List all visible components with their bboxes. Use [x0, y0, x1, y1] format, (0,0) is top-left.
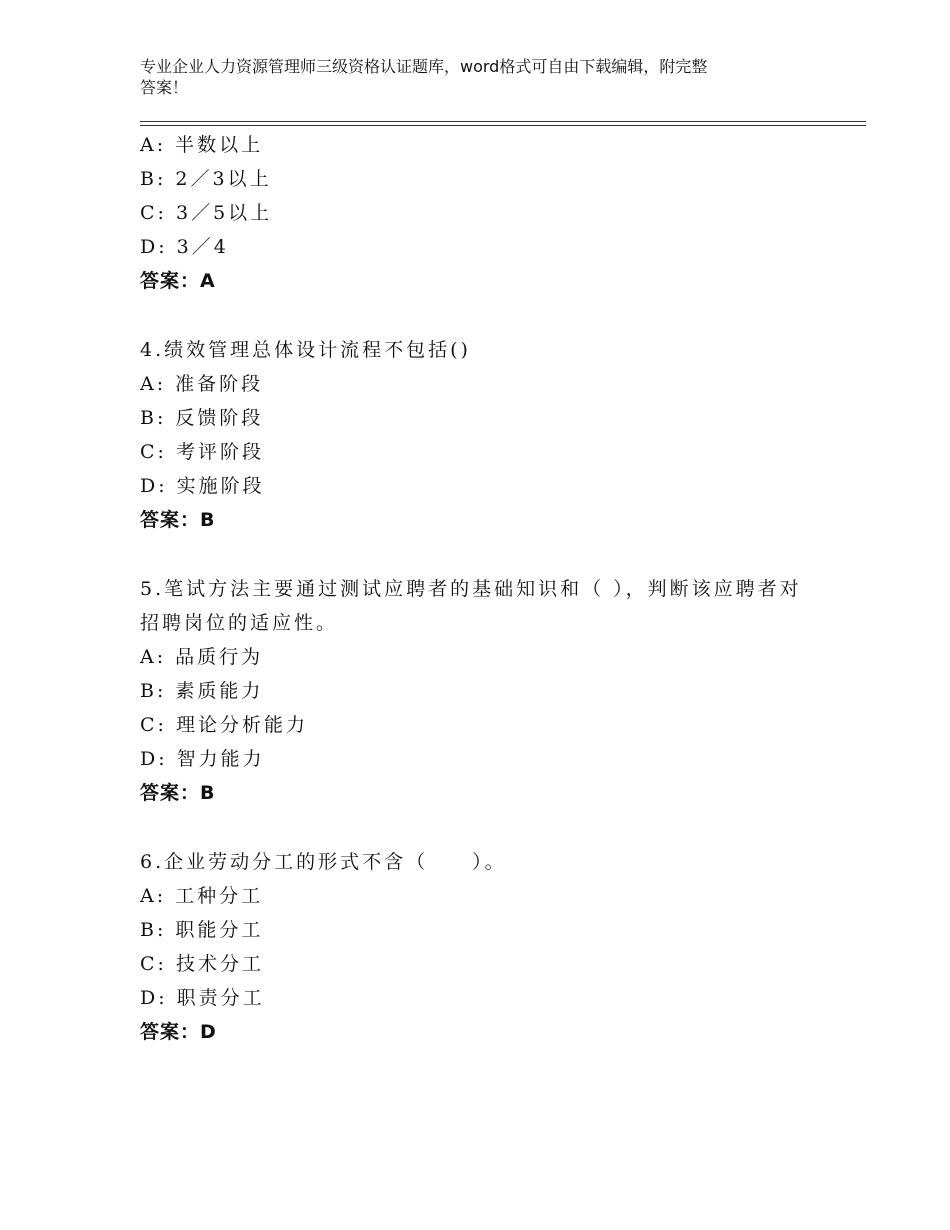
question-stem: 6.企业劳动分工的形式不含（ ）。 [140, 851, 507, 873]
option-c: C: 3／5以上 [140, 202, 273, 224]
option-d: D: 3／4 [140, 236, 229, 258]
option-b: B: 职能分工 [140, 919, 264, 941]
header-divider-top [140, 121, 866, 122]
question-4-block [140, 333, 840, 537]
option-d: D: 职责分工 [140, 987, 265, 1009]
option-b: B: 反馈阶段 [140, 407, 264, 429]
header-divider-bottom [140, 125, 866, 126]
option-b: B: 素质能力 [140, 680, 264, 702]
option-a: A: 准备阶段 [140, 373, 264, 395]
prev-question-block [140, 128, 840, 298]
header-title-line-1: 专业企业人力资源管理师三级资格认证题库，word格式可自由下载编辑，附完整 [140, 57, 708, 76]
answer-label: 答案：D [140, 1021, 217, 1043]
page-header [140, 56, 820, 98]
question-stem: 4.绩效管理总体设计流程不包括() [140, 339, 471, 361]
question-6-block [140, 845, 840, 1049]
option-a: A: 半数以上 [140, 134, 264, 156]
question-stem-line-1: 5.笔试方法主要通过测试应聘者的基础知识和（ ），判断该应聘者对 [140, 578, 802, 600]
option-c: C: 考评阶段 [140, 441, 264, 463]
option-d: D: 智力能力 [140, 748, 265, 770]
question-list [140, 128, 840, 1049]
option-c: C: 理论分析能力 [140, 714, 308, 736]
answer-label: 答案：A [140, 270, 216, 292]
question-5-block [140, 572, 840, 810]
answer-label: 答案：B [140, 782, 216, 804]
option-d: D: 实施阶段 [140, 475, 265, 497]
option-b: B: 2／3以上 [140, 168, 272, 190]
answer-label: 答案：B [140, 509, 216, 531]
option-a: A: 品质行为 [140, 646, 264, 668]
question-stem-line-2: 招聘岗位的适应性。 [140, 612, 339, 634]
option-a: A: 工种分工 [140, 885, 264, 907]
option-c: C: 技术分工 [140, 953, 264, 975]
header-title-line-2: 答案！ [140, 78, 189, 97]
